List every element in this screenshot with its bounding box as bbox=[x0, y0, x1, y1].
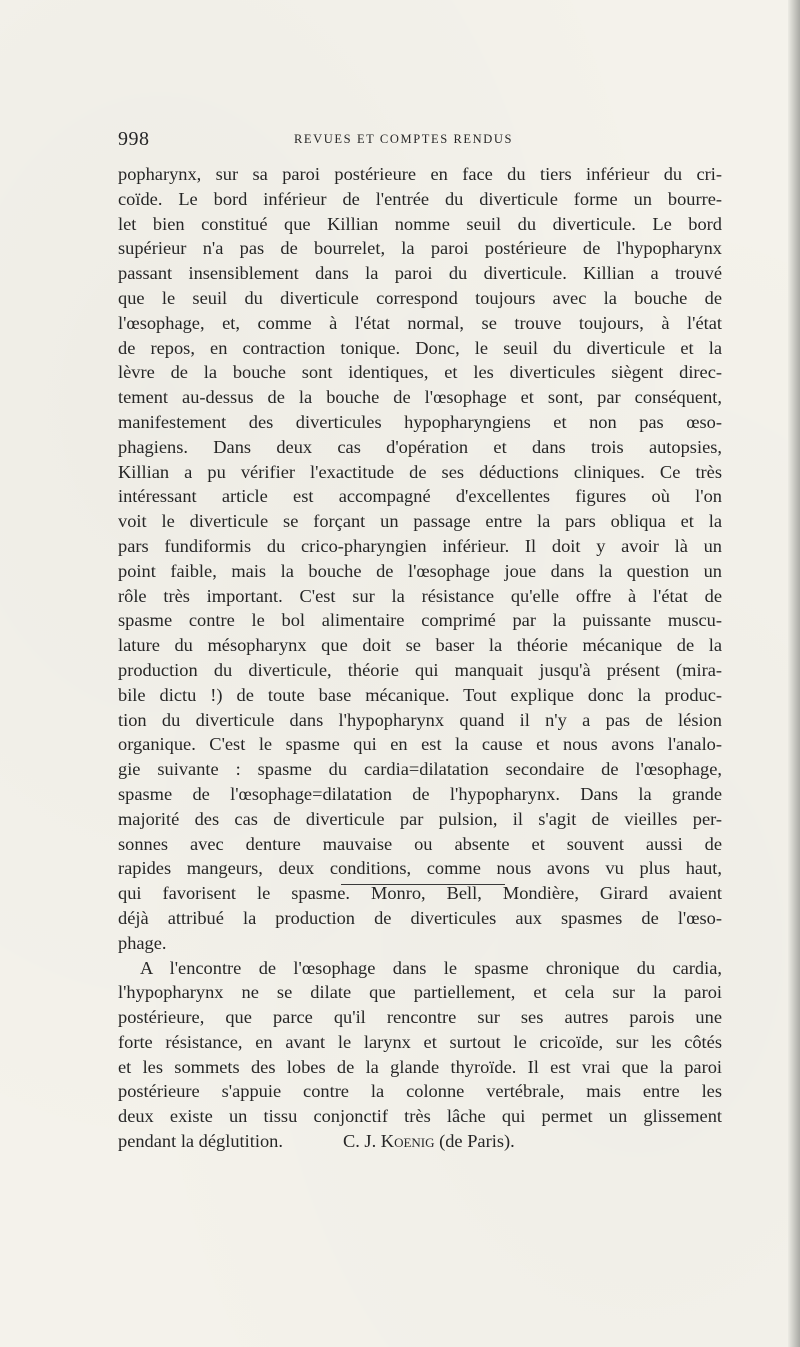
text-line: production du diverticule, théorie qui manquait jusqu'à présent (mira- bbox=[118, 659, 722, 680]
text-line: lature du mésopharynx que doit se baser la théorie mécanique de la bbox=[118, 635, 722, 656]
final-line bbox=[118, 1129, 722, 1154]
author-signature bbox=[343, 1129, 515, 1154]
text-line: passant insensiblement dans la paroi du diverticule. Killian a trouvé bbox=[118, 263, 722, 284]
text-line: deux existe un tissu conjonctif très lâche qui permet un glissement bbox=[118, 1106, 722, 1127]
paragraph-end-line: phage. bbox=[118, 932, 167, 953]
text-line: rôle très important. C'est sur la résistance qu'elle offre à l'état de bbox=[118, 585, 722, 606]
text-line: Killian a pu vérifier l'exactitude de ses déductions cliniques. Ce très bbox=[118, 461, 722, 482]
text-line: spasme de l'œsophage=dilatation de l'hypopharynx. Dans la grande bbox=[118, 783, 722, 804]
text-line: tion du diverticule dans l'hypopharynx quand il n'y a pas de lésion bbox=[118, 709, 722, 730]
text-line: popharynx, sur sa paroi postérieure en face du tiers inférieur du cri- bbox=[118, 164, 722, 184]
page-edge-shadow bbox=[788, 0, 800, 1347]
page-number: 998 bbox=[118, 128, 150, 150]
text-line: pars fundiformis du crico-pharyngien inférieur. Il doit y avoir là un bbox=[118, 535, 722, 556]
text-line: supérieur n'a pas de bourrelet, la paroi postérieure de l'hypopharynx bbox=[118, 238, 722, 259]
text-line: point faible, mais la bouche de l'œsophage joue dans la question un bbox=[118, 560, 722, 581]
text-line: voit le diverticule se forçant un passage entre la pars obliqua et la bbox=[118, 511, 722, 532]
signature-initials: C. J. bbox=[342, 1131, 381, 1152]
text-line: l'hypopharynx ne se dilate que partiellement, et cela sur la paroi bbox=[118, 982, 722, 1003]
text-line: gie suivante : spasme du cardia=dilatation secondaire de l'œsophage, bbox=[118, 759, 722, 780]
text-line: majorité des cas de diverticule par pulsion, il s'agit de vieilles per- bbox=[118, 808, 722, 829]
body-text bbox=[118, 162, 722, 1154]
text-line: qui favorisent le spasme. Monro, Bell, Mondière, Girard avaient bbox=[118, 883, 722, 904]
text-line: lèvre de la bouche sont identiques, et les diverticules siègent direc- bbox=[118, 362, 722, 383]
text-line: l'œsophage, et, comme à l'état normal, se trouve toujours, à l'état bbox=[118, 312, 722, 333]
text-line: organique. C'est le spasme qui en est la cause et nous avons l'analo- bbox=[118, 734, 722, 755]
text-line: rapides mangeurs, deux conditions, comme nous avons vu plus haut, bbox=[118, 858, 722, 879]
text-line: forte résistance, en avant le larynx et surtout le cricoïde, sur les côtés bbox=[118, 1031, 722, 1052]
text-line: et les sommets des lobes de la glande thyroïde. Il est vrai que la paroi bbox=[118, 1056, 722, 1077]
signature-location: (de Paris). bbox=[434, 1131, 515, 1152]
text-line: déjà attribué la production de diverticules aux spasmes de l'œso- bbox=[118, 907, 722, 928]
text-line: tement au-dessus de la bouche de l'œsophage et sont, par conséquent, bbox=[118, 387, 722, 408]
text-line: postérieure s'appuie contre la colonne vertébrale, mais entre les bbox=[118, 1081, 722, 1102]
text-line: phagiens. Dans deux cas d'opération et dans trois autopsies, bbox=[118, 436, 722, 457]
text-line: bile dictu !) de toute base mécanique. Tout explique donc la produc- bbox=[118, 684, 722, 705]
text-line: sonnes avec denture mauvaise ou absente et souvent aussi de bbox=[118, 833, 722, 854]
text-line: intéressant article est accompagné d'excellentes figures où l'on bbox=[118, 486, 722, 507]
text-line: que le seuil du diverticule correspond toujours avec la bouche de bbox=[118, 287, 722, 308]
text-line: spasme contre le bol alimentaire comprimé par la puissante muscu- bbox=[118, 610, 722, 631]
text-line: postérieure, que parce qu'il rencontre sur ses autres parois une bbox=[118, 1007, 722, 1028]
paragraph-start-line: A l'encontre de l'œsophage dans le spasme chronique du cardia, bbox=[140, 957, 722, 978]
page-header bbox=[118, 128, 722, 154]
text-line: let bien constitué que Killian nomme seuil du diverticule. Le bord bbox=[118, 213, 722, 234]
section-divider bbox=[341, 884, 505, 885]
final-line-text: pendant la déglutition. bbox=[118, 1131, 283, 1152]
signature-name: Koenig bbox=[380, 1131, 435, 1152]
running-title: REVUES ET COMPTES RENDUS bbox=[294, 132, 514, 146]
text-line: manifestement des diverticules hypopharyngiens et non pas œso- bbox=[118, 411, 722, 432]
text-line: coïde. Le bord inférieur de l'entrée du diverticule forme un bourre- bbox=[118, 188, 722, 209]
text-line: de repos, en contraction tonique. Donc, le seuil du diverticule et la bbox=[118, 337, 722, 358]
